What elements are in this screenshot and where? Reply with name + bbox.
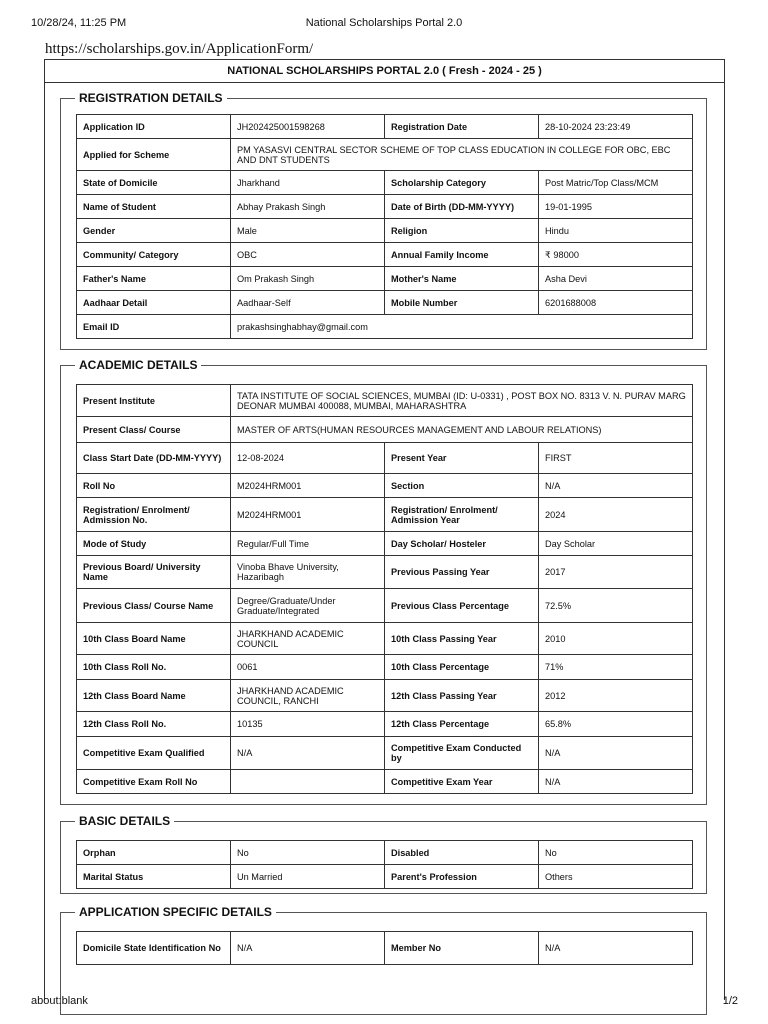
print-footer-url: about:blank: [31, 995, 88, 1007]
class-start-label: Class Start Date (DD-MM-YYYY): [77, 443, 231, 474]
member-no-label: Member No: [385, 932, 539, 965]
day-scholar-value: Day Scholar: [539, 532, 693, 556]
member-no-value: N/A: [539, 932, 693, 965]
table-row: [77, 770, 693, 794]
table-row: [77, 498, 693, 532]
domicile-id-value: N/A: [231, 932, 385, 965]
table-row: [77, 243, 693, 267]
application-id-label: Application ID: [77, 115, 231, 139]
table-row: [77, 841, 693, 865]
mobile-label: Mobile Number: [385, 291, 539, 315]
disabled-label: Disabled: [385, 841, 539, 865]
prev-passing-year-label: Previous Passing Year: [385, 556, 539, 589]
table-row: [77, 532, 693, 556]
present-year-value: FIRST: [539, 443, 693, 474]
table-row: [77, 474, 693, 498]
application-id-value: JH202425001598268: [231, 115, 385, 139]
comp-year-label: Competitive Exam Year: [385, 770, 539, 794]
father-name-label: Father's Name: [77, 267, 231, 291]
orphan-label: Orphan: [77, 841, 231, 865]
reg-year-label: Registration/ Enrolment/ Admission Year: [385, 498, 539, 532]
registration-legend: REGISTRATION DETAILS: [79, 91, 223, 105]
table-row: [77, 267, 693, 291]
basic-legend: BASIC DETAILS: [79, 814, 171, 828]
tenth-board-label: 10th Class Board Name: [77, 623, 231, 655]
tenth-percentage-label: 10th Class Percentage: [385, 655, 539, 680]
tenth-year-value: 2010: [539, 623, 693, 655]
religion-value: Hindu: [539, 219, 693, 243]
comp-exam-value: N/A: [231, 737, 385, 770]
prev-board-label: Previous Board/ University Name: [77, 556, 231, 589]
table-row: [77, 195, 693, 219]
twelfth-board-label: 12th Class Board Name: [77, 680, 231, 712]
institute-value: TATA INSTITUTE OF SOCIAL SCIENCES, MUMBAI (ID: U-0331) , POST BOX NO. 8313 V. N. PURAV MARG DEONAR MUMBAI 400088, MUMBAI, MAHARASHTRA: [231, 385, 693, 417]
course-value: MASTER OF ARTS(HUMAN RESOURCES MANAGEMENT AND LABOUR RELATIONS): [231, 417, 693, 443]
comp-roll-label: Competitive Exam Roll No: [77, 770, 231, 794]
twelfth-board-value: JHARKHAND ACADEMIC COUNCIL, RANCHI: [231, 680, 385, 712]
class-start-value: 12-08-2024: [231, 443, 385, 474]
domicile-id-label: Domicile State Identification No: [77, 932, 231, 965]
form-title: NATIONAL SCHOLARSHIPS PORTAL 2.0 ( Fresh - 2024 - 25 ): [45, 60, 724, 83]
table-row: [77, 589, 693, 623]
application-specific-table: [76, 931, 693, 965]
basic-table: [76, 840, 693, 889]
marital-status-label: Marital Status: [77, 865, 231, 889]
comp-roll-value: [231, 770, 385, 794]
roll-no-value: M2024HRM001: [231, 474, 385, 498]
religion-label: Religion: [385, 219, 539, 243]
section-value: N/A: [539, 474, 693, 498]
reg-year-value: 2024: [539, 498, 693, 532]
gender-value: Male: [231, 219, 385, 243]
comp-conducted-label: Competitive Exam Conducted by: [385, 737, 539, 770]
print-page-title: National Scholarships Portal 2.0: [305, 17, 463, 29]
comp-year-value: N/A: [539, 770, 693, 794]
roll-no-label: Roll No: [77, 474, 231, 498]
father-name-value: Om Prakash Singh: [231, 267, 385, 291]
tenth-roll-label: 10th Class Roll No.: [77, 655, 231, 680]
twelfth-roll-label: 12th Class Roll No.: [77, 712, 231, 737]
prev-class-value: Degree/Graduate/Under Graduate/Integrated: [231, 589, 385, 623]
income-value: ₹ 98000: [539, 243, 693, 267]
tenth-board-value: JHARKHAND ACADEMIC COUNCIL: [231, 623, 385, 655]
income-label: Annual Family Income: [385, 243, 539, 267]
day-scholar-label: Day Scholar/ Hosteler: [385, 532, 539, 556]
registration-details-section: [60, 91, 707, 350]
reg-no-label: Registration/ Enrolment/ Admission No.: [77, 498, 231, 532]
aadhaar-label: Aadhaar Detail: [77, 291, 231, 315]
table-row: [77, 115, 693, 139]
section-label: Section: [385, 474, 539, 498]
application-specific-legend: APPLICATION SPECIFIC DETAILS: [79, 905, 272, 919]
basic-details-section: [60, 814, 707, 894]
academic-details-section: [60, 358, 707, 805]
scheme-value: PM YASASVI CENTRAL SECTOR SCHEME OF TOP CLASS EDUCATION IN COLLEGE FOR OBC, EBC AND DNT STUDENTS: [231, 139, 693, 171]
orphan-value: No: [231, 841, 385, 865]
twelfth-roll-value: 10135: [231, 712, 385, 737]
course-label: Present Class/ Course: [77, 417, 231, 443]
table-row: [77, 712, 693, 737]
application-form: [44, 59, 725, 1000]
domicile-value: Jharkhand: [231, 171, 385, 195]
mother-name-value: Asha Devi: [539, 267, 693, 291]
prev-board-value: Vinoba Bhave University, Hazaribagh: [231, 556, 385, 589]
table-row: [77, 315, 693, 339]
dob-value: 19-01-1995: [539, 195, 693, 219]
registration-table: [76, 114, 693, 339]
aadhaar-value: Aadhaar-Self: [231, 291, 385, 315]
prev-class-label: Previous Class/ Course Name: [77, 589, 231, 623]
table-row: [77, 171, 693, 195]
table-row: [77, 385, 693, 417]
prev-passing-year-value: 2017: [539, 556, 693, 589]
email-label: Email ID: [77, 315, 231, 339]
comp-exam-label: Competitive Exam Qualified: [77, 737, 231, 770]
tenth-year-label: 10th Class Passing Year: [385, 623, 539, 655]
prev-percentage-value: 72.5%: [539, 589, 693, 623]
student-name-label: Name of Student: [77, 195, 231, 219]
community-label: Community/ Category: [77, 243, 231, 267]
application-specific-section: [60, 905, 707, 1015]
tenth-percentage-value: 71%: [539, 655, 693, 680]
marital-status-value: Un Married: [231, 865, 385, 889]
table-row: [77, 139, 693, 171]
table-row: [77, 556, 693, 589]
twelfth-year-label: 12th Class Passing Year: [385, 680, 539, 712]
print-datetime: 10/28/24, 11:25 PM: [31, 17, 127, 29]
academic-legend: ACADEMIC DETAILS: [79, 358, 198, 372]
twelfth-percentage-label: 12th Class Percentage: [385, 712, 539, 737]
community-value: OBC: [231, 243, 385, 267]
gender-label: Gender: [77, 219, 231, 243]
print-page-number: 1/2: [722, 995, 738, 1007]
registration-date-value: 28-10-2024 23:23:49: [539, 115, 693, 139]
mode-value: Regular/Full Time: [231, 532, 385, 556]
academic-table: [76, 384, 693, 794]
registration-date-label: Registration Date: [385, 115, 539, 139]
prev-percentage-label: Previous Class Percentage: [385, 589, 539, 623]
twelfth-percentage-value: 65.8%: [539, 712, 693, 737]
present-year-label: Present Year: [385, 443, 539, 474]
mother-name-label: Mother's Name: [385, 267, 539, 291]
table-row: [77, 737, 693, 770]
table-row: [77, 655, 693, 680]
tenth-roll-value: 0061: [231, 655, 385, 680]
table-row: [77, 291, 693, 315]
scholarship-category-value: Post Matric/Top Class/MCM: [539, 171, 693, 195]
reg-no-value: M2024HRM001: [231, 498, 385, 532]
table-row: [77, 680, 693, 712]
table-row: [77, 932, 693, 965]
table-row: [77, 417, 693, 443]
table-row: [77, 865, 693, 889]
table-row: [77, 219, 693, 243]
dob-label: Date of Birth (DD-MM-YYYY): [385, 195, 539, 219]
print-url: https://scholarships.gov.in/ApplicationForm/: [45, 41, 314, 57]
parent-profession-label: Parent's Profession: [385, 865, 539, 889]
twelfth-year-value: 2012: [539, 680, 693, 712]
mobile-value: 6201688008: [539, 291, 693, 315]
comp-conducted-value: N/A: [539, 737, 693, 770]
institute-label: Present Institute: [77, 385, 231, 417]
scholarship-category-label: Scholarship Category: [385, 171, 539, 195]
email-value: prakashsinghabhay@gmail.com: [231, 315, 693, 339]
disabled-value: No: [539, 841, 693, 865]
table-row: [77, 623, 693, 655]
mode-label: Mode of Study: [77, 532, 231, 556]
scheme-label: Applied for Scheme: [77, 139, 231, 171]
table-row: [77, 443, 693, 474]
student-name-value: Abhay Prakash Singh: [231, 195, 385, 219]
domicile-label: State of Domicile: [77, 171, 231, 195]
parent-profession-value: Others: [539, 865, 693, 889]
